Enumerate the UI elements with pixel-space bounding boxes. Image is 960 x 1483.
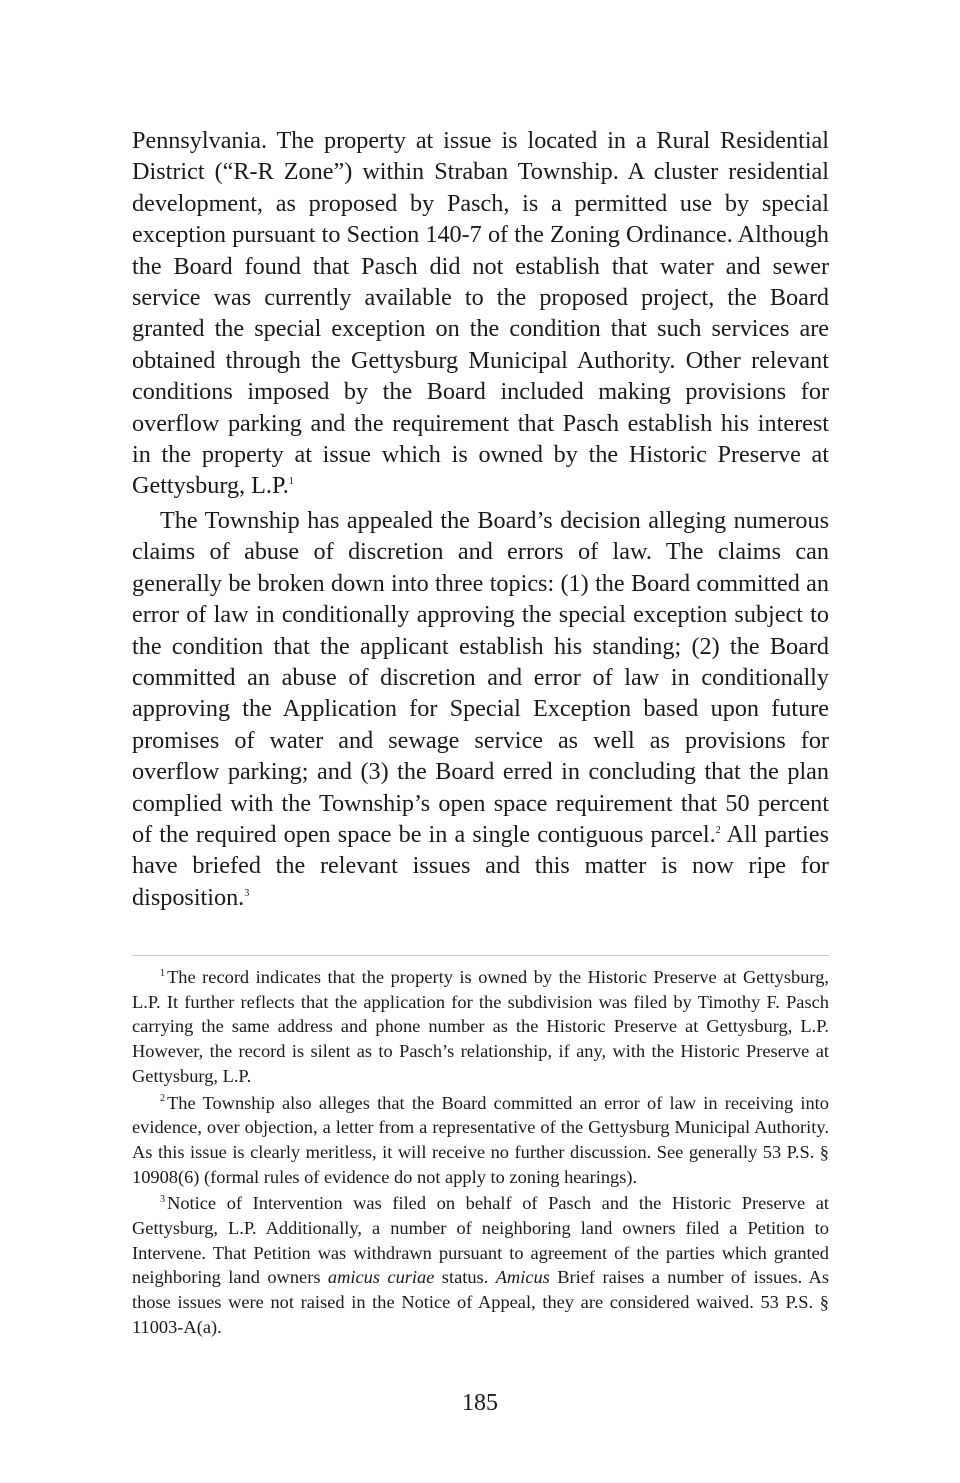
- page-number: 185: [462, 1390, 498, 1416]
- paragraph-2-text-b: All parties have briefed the relevant issues and this matter is now ripe for disposition.: [132, 820, 830, 911]
- footnote-3-text-c: Brief raises a number of issues. As those issues were not raised in the Notice of Appeal, they are considered waived. 53 P.S. § 11003-A(a).: [132, 1267, 829, 1337]
- footnote-1-text: The record indicates that the property is owned by the Historic Preserve at Gettysburg, L.P. It further reflects that the application for the subdivision was filed by Timothy F. Pasch carrying the same address and phone number as the Historic Preserve at Gettysburg, L.P. However, the record is silent as to Pasch’s relationship, if any, with the Historic Preserve at Gettysburg, L.P.: [132, 967, 829, 1086]
- footnote-3-italic-amicus: Amicus: [495, 1267, 550, 1288]
- footnote-3-text-b: status.: [434, 1267, 496, 1288]
- footnote-ref-3: 3: [244, 887, 250, 899]
- footnote-1-number: 1: [160, 967, 166, 979]
- paragraph-2-text-a: The Township has appealed the Board’s decision alleging numerous claims of abuse of discretion and errors of law. The claims can generally be broken down into three topics: (1) the Board committed an error of law in conditionally approving the special exception subject to the condition that the applicant establish his standing; (2) the Board committed an abuse of discretion and error of law in conditionally approving the Application for Special Exception based upon future promises of water and sewage service as well as provisions for overflow parking; and (3) the Board erred in concluding that the plan complied with the Township’s open space requirement that 50 percent of the required open space be in a single contiguous parcel.: [132, 506, 829, 848]
- body-text: [132, 125, 829, 913]
- footnote-3-number: 3: [160, 1194, 166, 1206]
- footnote-3-text-a: Notice of Intervention was filed on behalf of Pasch and the Historic Preserve at Gettysburg, L.P. Additionally, a number of neighboring land owners filed a Petition to Intervene. That Petition was withdrawn pursuant to agreement of the parties which granted neighboring land owners: [132, 1193, 829, 1288]
- paragraph-1: [132, 125, 829, 502]
- footnote-2-number: 2: [160, 1093, 166, 1105]
- footnotes: [132, 965, 829, 1340]
- footnote-ref-1: 1: [288, 476, 294, 488]
- paragraph-2: [132, 505, 829, 913]
- paragraph-1-text: Pennsylvania. The property at issue is located in a Rural Residential District (“R-R Zone”) within Straban Township. A cluster residential development, as proposed by Pasch, is a permitted use by special exception pursuant to Section 140-7 of the Zoning Ordinance. Although the Board found that Pasch did not establish that water and sewer service was currently available to the proposed project, the Board granted the special exception on the condition that such services are obtained through the Gettysburg Municipal Authority. Other relevant conditions imposed by the Board included making provisions for overflow parking and the requirement that Pasch establish his interest in the property at issue which is owned by the Historic Preserve at Gettysburg, L.P.: [132, 127, 829, 500]
- footnote-1: [132, 965, 829, 1089]
- footnote-ref-2: 2: [715, 824, 721, 836]
- footnote-3-italic-amicus-curiae: amicus curiae: [327, 1267, 435, 1288]
- footnote-divider: [132, 955, 829, 956]
- footnote-3: [132, 1191, 829, 1339]
- footnote-2-text: The Township also alleges that the Board committed an error of law in receiving into evidence, over objection, a letter from a representative of the Gettysburg Municipal Authority. As this issue is clearly meritless, it will receive no further discussion. See generally 53 P.S. § 10908(6) (formal rules of evidence do not apply to zoning hearings).: [132, 1092, 829, 1187]
- footnote-2: [132, 1091, 829, 1190]
